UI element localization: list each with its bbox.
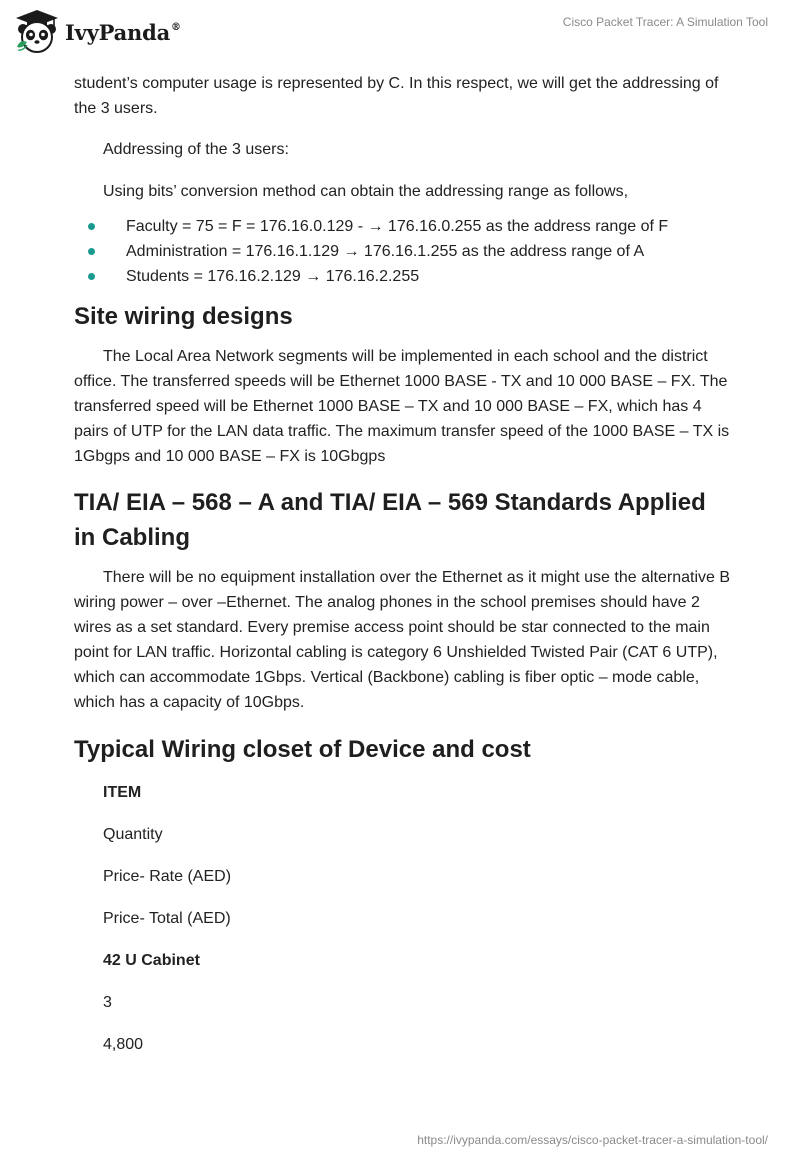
intro-paragraph: student’s computer usage is represented by C. In this respect, we will get the addressing of the 3 users. xyxy=(74,75,719,117)
table-header-quantity: Quantity xyxy=(103,826,163,843)
list-item-text: Administration = 176.16.1.129 → 176.16.1.255 as the address range of A xyxy=(126,243,645,260)
wiring-closet-table xyxy=(74,780,730,1057)
table-cell-quantity: 3 xyxy=(103,994,112,1011)
heading-wiring-closet: Typical Wiring closet of Device and cost xyxy=(74,736,531,763)
panda-logo-icon xyxy=(14,9,60,55)
conversion-text: Using bits’ conversion method can obtain the addressing range as follows, xyxy=(103,183,629,200)
list-item xyxy=(74,214,730,239)
list-item-text: Faculty = 75 = F = 176.16.0.129 - → 176.16.0.255 as the address range of F xyxy=(126,218,669,235)
document-title: Cisco Packet Tracer: A Simulation Tool xyxy=(562,15,768,29)
table-header-total: Price- Total (AED) xyxy=(103,910,231,927)
essay-content xyxy=(74,71,730,1074)
logo-text: IvyPanda® xyxy=(65,19,181,45)
address-range-list xyxy=(74,214,730,289)
page-header xyxy=(0,0,800,62)
heading-tia-standards: TIA/ EIA – 568 – A and TIA/ EIA – 569 Standards Applied in Cabling xyxy=(74,489,706,551)
tia-paragraph: There will be no equipment installation over the Ethernet as it might use the alternative B wiring power – over –Ethernet. The analog phones in the school premises should have 2 wires as a set standard. Every premise access point should be star connected to the main point for LAN traffic. Horizontal cabling is category 6 Unshielded Twisted Pair (CAT 6 UTP), which can accommodate 1Gbps. Vertical (Backbone) cabling is fiber optic – mode cable, which has a capacity of 10Gbps. xyxy=(74,569,731,711)
ivypanda-logo[interactable] xyxy=(14,9,181,55)
bullet-icon xyxy=(88,223,95,230)
source-url[interactable]: https://ivypanda.com/essays/cisco-packet-tracer-a-simulation-tool/ xyxy=(417,1133,768,1147)
heading-site-wiring: Site wiring designs xyxy=(74,303,293,330)
table-cell-rate: 4,800 xyxy=(103,1036,144,1053)
table-cell-item: 42 U Cabinet xyxy=(103,952,200,969)
list-item-text: Students = 176.16.2.129 → 176.16.2.255 xyxy=(126,268,420,285)
list-item xyxy=(74,264,730,289)
table-header-item: ITEM xyxy=(103,784,142,801)
bullet-icon xyxy=(88,273,95,280)
table-header-rate: Price- Rate (AED) xyxy=(103,868,232,885)
list-item xyxy=(74,239,730,264)
bullet-icon xyxy=(88,248,95,255)
addressing-label: Addressing of the 3 users: xyxy=(103,141,289,158)
site-wiring-paragraph: The Local Area Network segments will be implemented in each school and the district office. The transferred speeds will be Ethernet 1000 BASE - TX and 10 000 BASE – FX. The transferred speed will be Ethernet 1000 BASE – TX and 10 000 BASE – FX, which has 4 pairs of UTP for the LAN data traffic. The maximum transfer speed of the 1000 BASE – TX is 1Gbgps and 10 000 BASE – FX is 10Gbgps xyxy=(74,348,730,465)
